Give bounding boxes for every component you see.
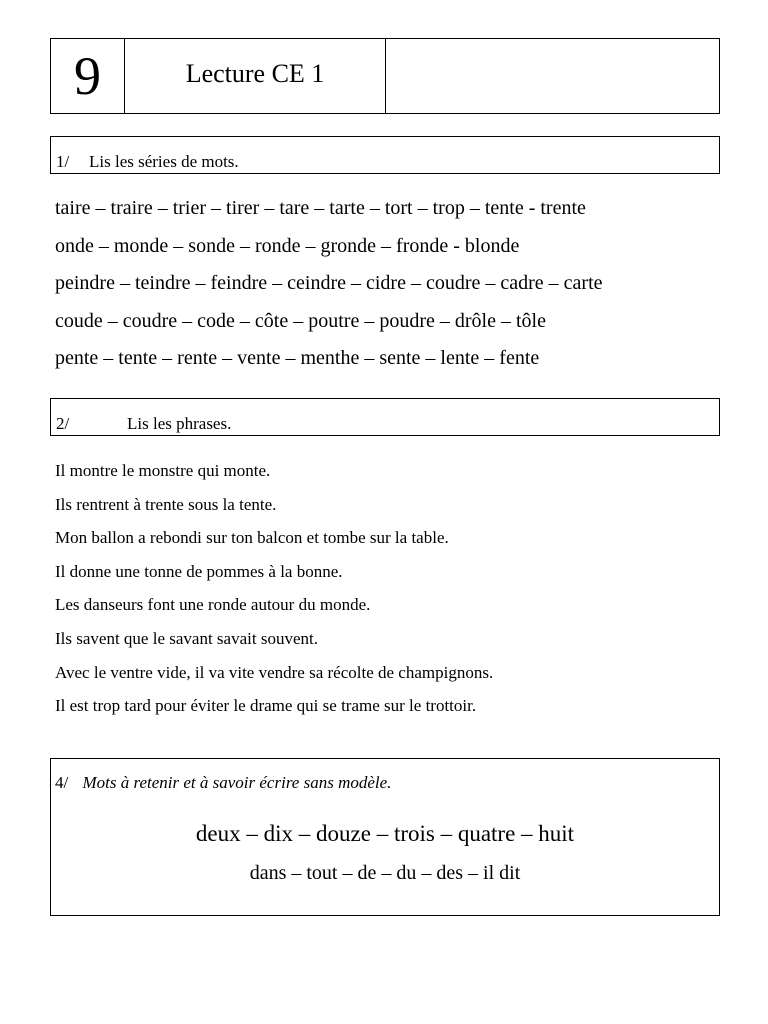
words-to-remember-box <box>50 758 720 916</box>
lesson-title: Lecture CE 1 <box>125 39 386 113</box>
word-series-line: taire – traire – trier – tirer – tare – tarte – tort – trop – tente - trente <box>55 197 586 219</box>
sentence-line: Il est trop tard pour éviter le drame qui se trame sur le trottoir. <box>55 696 477 716</box>
section-1-instruction: Lis les séries de mots. <box>89 152 239 171</box>
sentence-line: Il montre le monstre qui monte. <box>55 461 271 480</box>
section-1-header <box>50 136 720 174</box>
sentence-list <box>55 454 493 723</box>
word-series-line: pente – tente – rente – vente – menthe – sente – lente – fente <box>55 347 540 369</box>
section-4-number: 4/ <box>55 773 69 792</box>
header-table <box>50 38 720 114</box>
word-series-line: coude – coudre – code – côte – poutre – poudre – drôle – tôle <box>55 309 546 332</box>
sentence-line: Ils rentrent à trente sous la tente. <box>55 494 277 514</box>
section-4-header <box>55 773 391 793</box>
section-2-instruction: Lis les phrases. <box>127 414 232 433</box>
lesson-number: 9 <box>51 39 125 113</box>
sentence-line: Avec le ventre vide, il va vite vendre sa récolte de champignons. <box>55 662 494 682</box>
word-series-line: peindre – teindre – feindre – ceindre – cidre – coudre – cadre – carte <box>55 272 603 294</box>
words-line-1: deux – dix – douze – trois – quatre – huit <box>195 821 575 846</box>
section-2-number: 2/ <box>56 414 70 433</box>
sentence-line: Les danseurs font une ronde autour du monde. <box>55 595 371 615</box>
word-series-list <box>55 190 603 378</box>
sentence-line: Il donne une tonne de pommes à la bonne. <box>55 561 343 581</box>
section-1-number: 1/ <box>56 152 70 171</box>
words-line-2: dans – tout – de – du – des – il dit <box>249 862 521 884</box>
section-4-instruction: Mots à retenir et à savoir écrire sans modèle. <box>82 773 392 792</box>
header-empty-cell <box>386 39 719 113</box>
sentence-line: Ils savent que le savant savait souvent. <box>55 628 318 648</box>
section-2-header <box>50 398 720 436</box>
word-series-line: onde – monde – sonde – ronde – gronde – fronde - blonde <box>55 234 520 257</box>
sentence-line: Mon ballon a rebondi sur ton balcon et tombe sur la table. <box>55 528 449 548</box>
